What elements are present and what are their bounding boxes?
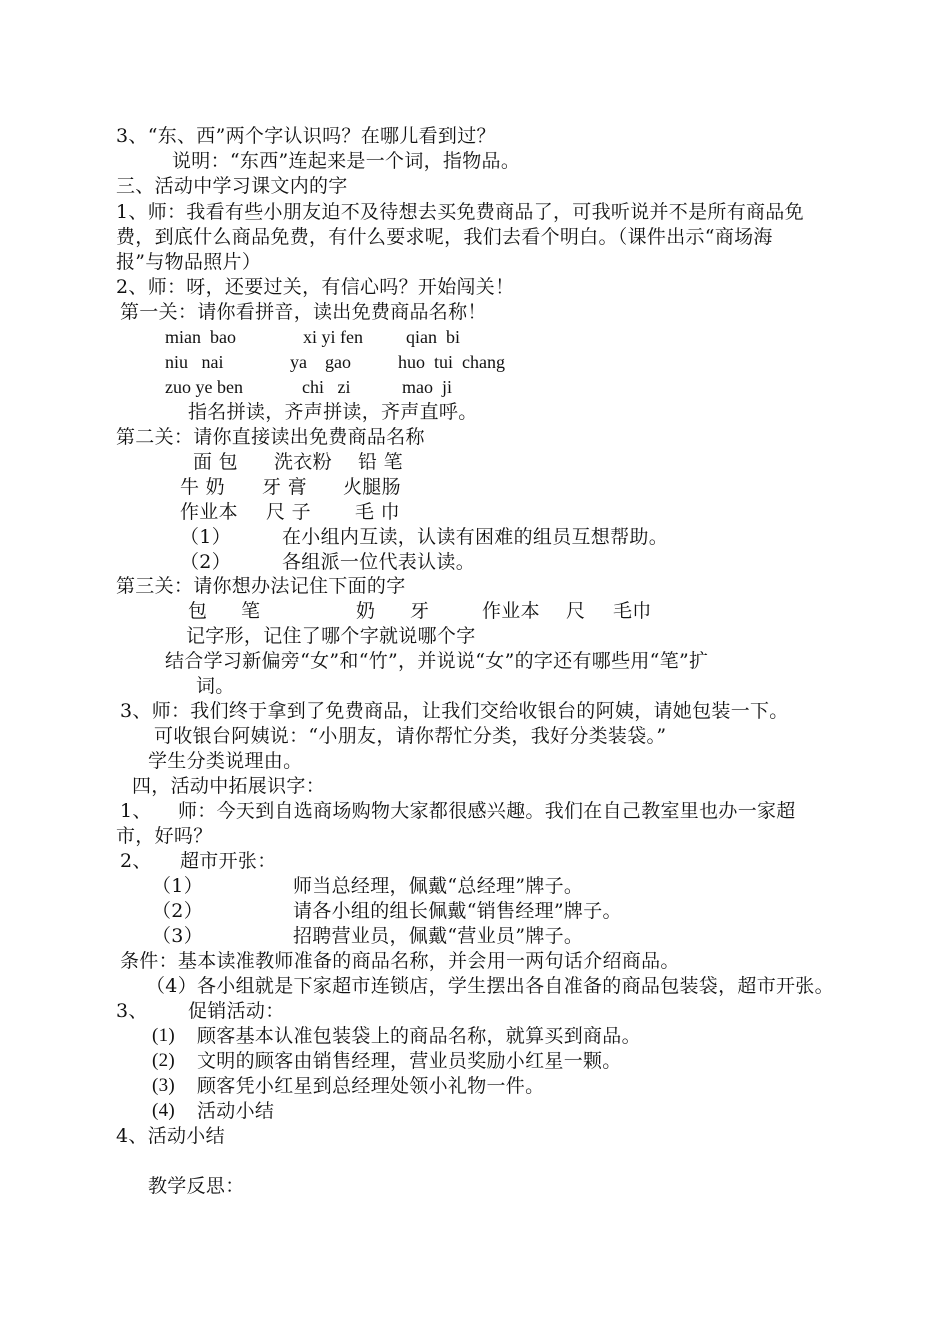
sub-item-text: 招聘营业员，佩戴“营业员”牌子。 — [293, 925, 584, 947]
paragraph-1-line-2: 费，到底什么商品免费，有什么要求呢，我们去看个明白。（课件出示“商场海 — [116, 226, 773, 248]
character: 笔 — [241, 600, 261, 622]
product-word: 铅 笔 — [358, 451, 403, 473]
promo-number: (4) — [152, 1100, 176, 1121]
pinyin-word: mian bao — [165, 327, 236, 347]
condition-line: 条件：基本读准教师准备的商品名称，并会用一两句话介绍商品。 — [120, 950, 680, 972]
student-task: 学生分类说理由。 — [148, 750, 303, 772]
pinyin-word: zuo ye ben — [165, 377, 243, 397]
cashier-quote: 可收银台阿姨说：“小朋友，请你帮忙分类，我好分类装袋。” — [154, 725, 667, 747]
item-number: 2、 — [120, 850, 152, 872]
item-number: 3、 — [116, 1000, 148, 1022]
pinyin-word: mao ji — [402, 377, 452, 397]
item-text: 超市开张： — [180, 850, 277, 872]
reading-instruction: 指名拼读，齐声拼读，齐声直呼。 — [188, 401, 478, 423]
character: 奶 — [356, 600, 376, 622]
product-word: 作业本 — [180, 501, 238, 523]
pinyin-word: huo tui chang — [398, 352, 505, 372]
sub-item-number: （3） — [152, 925, 203, 947]
product-word: 火腿肠 — [343, 476, 401, 498]
paragraph-3: 3、师：我们终于拿到了免费商品，让我们交给收银台的阿姨，请她包装一下。 — [120, 700, 789, 722]
radical-instruction: 结合学习新偏旁“女”和“竹”，并说说“女”的字还有哪些用“笔”扩 — [165, 650, 709, 672]
promo-number: (3) — [152, 1075, 176, 1096]
item-text: 师：今天到自选商场购物大家都很感兴趣。我们在自己教室里也办一家超 — [178, 800, 796, 822]
step-number: （1） — [180, 526, 231, 548]
promo-number: (1) — [152, 1025, 176, 1046]
item-text-cont: 市，好吗？ — [116, 825, 213, 847]
level-1-heading: 第一关：请你看拼音，读出免费商品名称！ — [120, 301, 487, 323]
sub-item-number: （2） — [152, 900, 203, 922]
summary-line: 4、活动小结 — [116, 1125, 225, 1147]
item-number: 1、 — [120, 800, 152, 822]
chain-store-line: （4）各小组就是下家超市连锁店，学生摆出各自准备的商品包装袋，超市开张。 — [146, 975, 834, 997]
promo-number: (2) — [152, 1050, 176, 1071]
step-text: 各组派一位代表认读。 — [282, 551, 476, 573]
product-word: 牙 膏 — [262, 476, 307, 498]
product-word: 面 包 — [193, 451, 238, 473]
product-word: 毛 巾 — [355, 501, 400, 523]
radical-instruction-cont: 词。 — [196, 675, 235, 697]
step-number: （2） — [180, 551, 231, 573]
step-text: 在小组内互读，认读有困难的组员互想帮助。 — [282, 526, 669, 548]
memory-instruction: 记字形，记住了哪个字就说哪个字 — [186, 625, 476, 647]
character: 作业本 — [482, 600, 540, 622]
paragraph-1-line-1: 1、师：我看有些小朋友迫不及待想去买免费商品了，可我听说并不是所有商品免 — [116, 201, 804, 223]
paragraph-1-line-3: 报”与物品照片） — [116, 251, 262, 273]
line-item-3-dongxi: 3、“东、西”两个字认识吗？在哪儿看到过？ — [116, 125, 496, 147]
paragraph-2: 2、师：呀，还要过关，有信心吗？开始闯关！ — [116, 276, 515, 298]
character: 牙 — [410, 600, 430, 622]
section-heading-3: 三、活动中学习课文内的字 — [116, 175, 348, 197]
level-3-heading: 第三关：请你想办法记住下面的字 — [116, 575, 406, 597]
promo-text: 活动小结 — [197, 1100, 275, 1122]
level-2-heading: 第二关：请你直接读出免费商品名称 — [116, 426, 425, 448]
sub-item-number: （1） — [152, 875, 203, 897]
promo-text: 顾客基本认准包装袋上的商品名称，就算买到商品。 — [197, 1025, 641, 1047]
character: 毛巾 — [613, 600, 652, 622]
character: 尺 — [566, 600, 586, 622]
promo-text: 文明的顾客由销售经理，营业员奖励小红星一颗。 — [197, 1050, 622, 1072]
promo-text: 顾客凭小红星到总经理处领小礼物一件。 — [197, 1075, 545, 1097]
pinyin-word: ya gao — [290, 352, 351, 372]
pinyin-word: xi yi fen — [303, 327, 363, 347]
pinyin-word: chi zi — [302, 377, 351, 397]
pinyin-word: niu nai — [165, 352, 224, 372]
item-text: 促销活动： — [188, 1000, 285, 1022]
sub-item-text: 师当总经理，佩戴“总经理”牌子。 — [293, 875, 584, 897]
product-word: 牛 奶 — [180, 476, 225, 498]
character: 包 — [188, 600, 208, 622]
section-heading-4: 四，活动中拓展识字： — [132, 775, 326, 797]
explanation-line: 说明：“东西”连起来是一个词，指物品。 — [172, 150, 521, 172]
product-word: 洗衣粉 — [274, 451, 332, 473]
product-word: 尺 子 — [266, 501, 311, 523]
sub-item-text: 请各小组的组长佩戴“销售经理”牌子。 — [293, 900, 622, 922]
pinyin-word: qian bi — [406, 327, 460, 347]
reflection-heading: 教学反思： — [148, 1175, 245, 1197]
